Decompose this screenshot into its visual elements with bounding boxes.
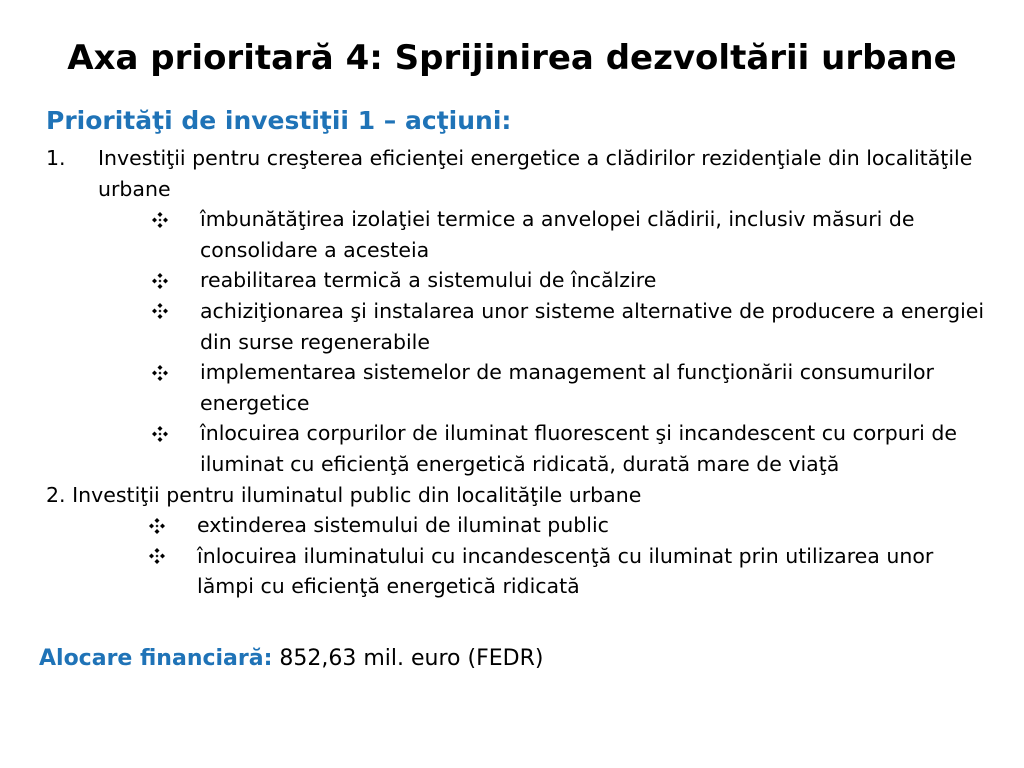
four-diamond-bullet-icon (152, 418, 168, 449)
bullet-text: achiziţionarea şi instalarea unor sisteme alternative de producere a energiei din surse regenerabile (200, 298, 985, 354)
slide-title: Axa prioritară 4: Sprijinirea dezvoltării urbane (67, 38, 957, 78)
bullet-text: reabilitarea termică a sistemului de încălzire (200, 268, 657, 293)
item-number: 2. (46, 482, 66, 507)
item-number: 1. (46, 146, 66, 170)
list-item (197, 510, 996, 541)
four-diamond-bullet-icon (149, 541, 165, 572)
allocation-value: 852,63 mil. euro (FEDR) (279, 646, 544, 671)
bullet-text: înlocuirea corpurilor de iluminat fluorescent şi incandescent cu corpuri de iluminat cu eficienţă energetică ridicată, durată mare de viaţă (200, 421, 957, 476)
list-item (200, 418, 996, 479)
financial-allocation (39, 643, 543, 675)
allocation-label: Alocare financiară: (39, 646, 273, 671)
item-text: Investiţii pentru creşterea eficienţei energetice a clădirilor rezidenţiale din localităţile urbane (98, 146, 973, 201)
list-item (197, 541, 996, 602)
list-item (200, 357, 996, 418)
section-subtitle: Priorităţi de investiţii 1 – acţiuni: (46, 106, 512, 135)
bullet-text: implementarea sistemelor de management al funcţionării consumurilor energetice (200, 360, 934, 415)
list-item (200, 204, 996, 265)
bullet-text: extinderea sistemului de iluminat public (197, 513, 609, 538)
bullet-text: înlocuirea iluminatului cu incandescenţă cu iluminat prin utilizarea unor lămpi cu eficienţă energetică ridicată (197, 543, 934, 599)
bullet-list-2 (46, 510, 996, 602)
item-text: Investiţii pentru iluminatul public din localităţile urbane (72, 482, 642, 507)
four-diamond-bullet-icon (152, 204, 168, 235)
four-diamond-bullet-icon (152, 296, 168, 327)
list-item (200, 265, 996, 296)
bullet-text: îmbunătăţirea izolaţiei termice a anvelopei clădirii, inclusiv măsuri de consolidare a acesteia (200, 207, 915, 262)
content-list (46, 143, 996, 602)
four-diamond-bullet-icon (152, 357, 168, 388)
four-diamond-bullet-icon (149, 510, 165, 541)
list-item (200, 296, 996, 357)
four-diamond-bullet-icon (152, 265, 168, 296)
numbered-item-2 (46, 480, 996, 511)
bullet-list-1 (46, 204, 996, 479)
numbered-item-1 (46, 143, 996, 204)
